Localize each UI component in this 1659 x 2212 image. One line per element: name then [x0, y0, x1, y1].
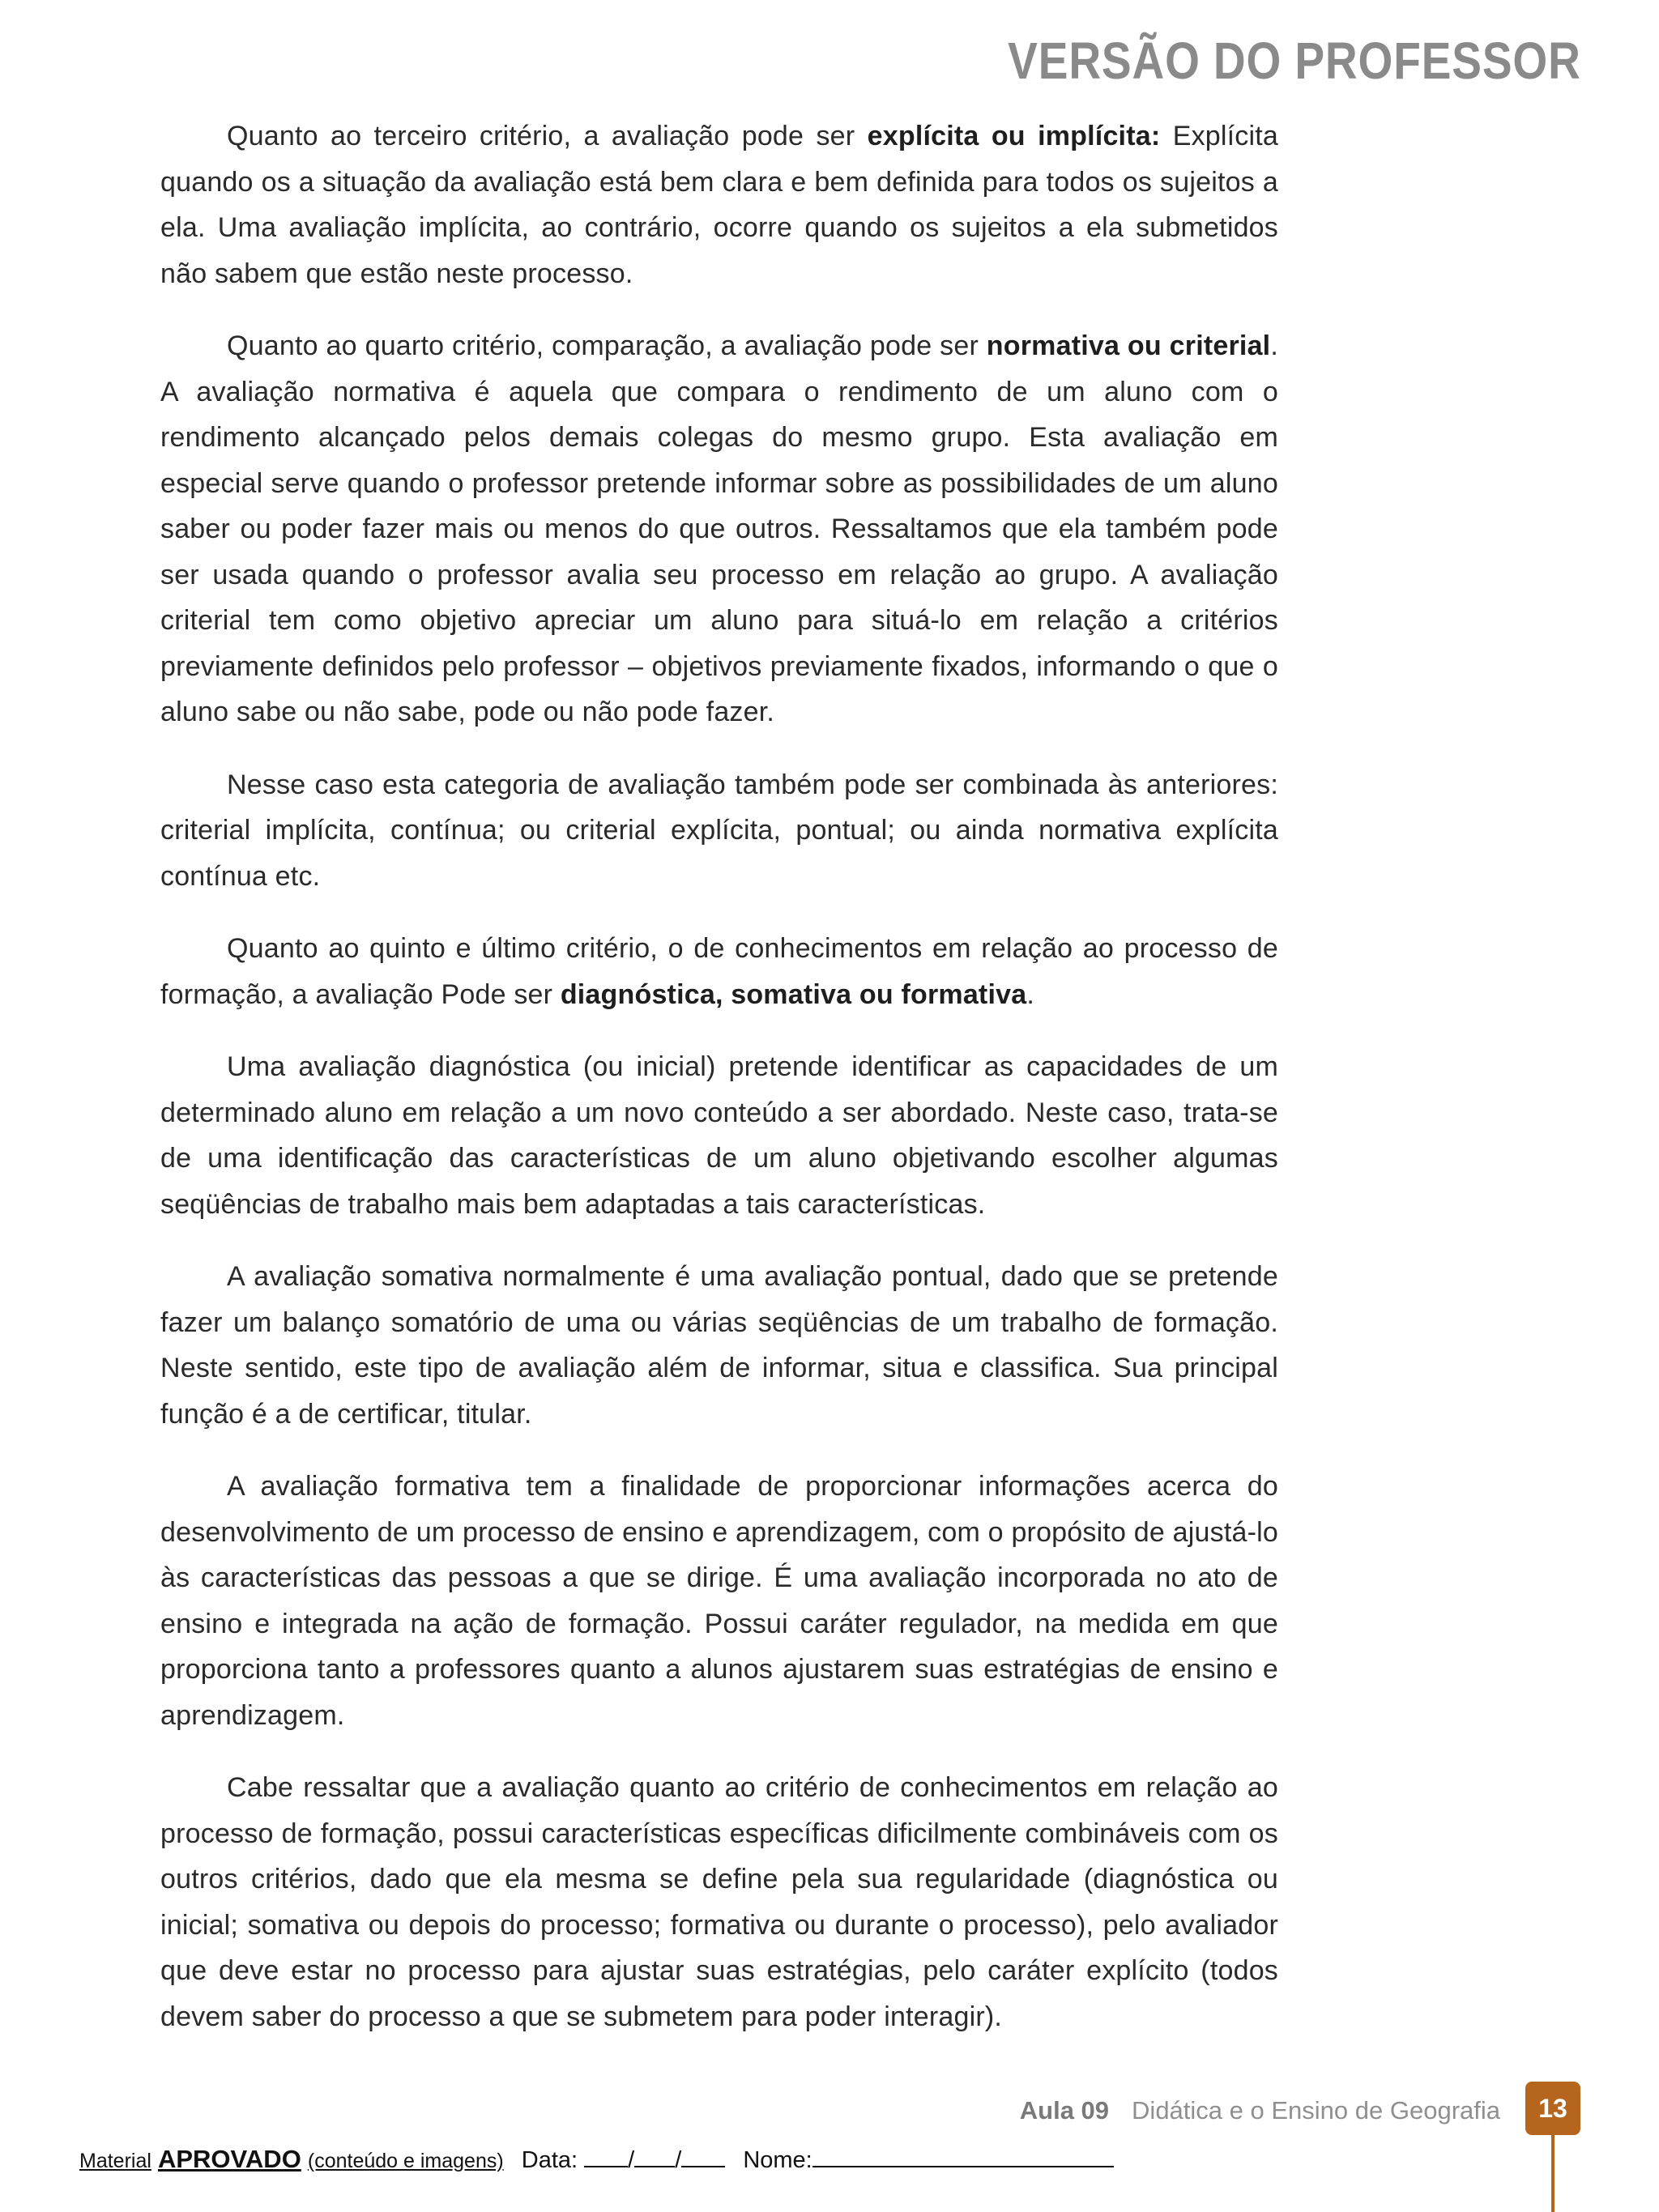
paragraph-text: Nesse caso esta categoria de avaliação também pode ser combinada às anteriores: criterial implícita, contínua; ou criterial explícita, pontual; ou ainda normativa explícita contínua etc.: [160, 769, 1278, 892]
paragraph-text: Quanto ao quinto e último critério, o de conhecimentos em relação ao processo de formação, a avaliação Pode ser: [160, 933, 1278, 1010]
bold-term: diagnóstica, somativa ou formativa: [560, 978, 1027, 1010]
paragraph-combinations: [160, 762, 1278, 900]
bold-term: explícita ou implícita:: [867, 121, 1161, 151]
paragraph-diagnostic: [160, 1044, 1278, 1227]
approval-stamp: Material APROVADO (conteúdo e imagens) Data: / / Nome:: [79, 2145, 1114, 2174]
header-title: VERSÃO DO PROFESSOR: [1008, 32, 1581, 90]
paragraph-conclusion: [160, 1765, 1278, 2039]
stamp-date-label: Data:: [521, 2147, 578, 2173]
paragraph-formative: [160, 1464, 1278, 1738]
paragraph-text: A avaliação formativa tem a finalidade de proporcionar informações acerca do desenvolvimento de um processo de ensino e aprendizagem, com o propósito de ajustá-lo às características das pessoas a que se dirige. É uma avaliação incorporada no ato de ensino e integrada na ação de formação. Possui caráter regulador, na medida em que proporciona tanto a professores quanto a alunos ajustarem suas estratégias de ensino e aprendizagem.: [160, 1471, 1278, 1731]
footer-lesson-info: [1020, 2096, 1500, 2125]
bold-term: normativa ou criterial: [986, 330, 1271, 361]
paragraph-text: A avaliação somativa normalmente é uma avaliação pontual, dado que se pretende fazer um balanço somatório de uma ou várias seqüências de um trabalho de formação. Neste sentido, este tipo de avaliação além de informar, situa e classifica. Sua principal função é a de certificar, titular.: [160, 1261, 1278, 1430]
stamp-material-label: Material: [79, 2150, 151, 2172]
main-text: [160, 113, 1278, 2066]
paragraph-text: . A avaliação normativa é aquela que compara o rendimento de um aluno com o rendimento alcançado pelos demais colegas do mesmo grupo. Esta avaliação em especial serve quando o professor pretende informar sobre as possibilidades de um aluno saber ou poder fazer mais ou menos do que outros. Ressaltamos que ela também pode ser usada quando o professor avalia seu processo em relação ao grupo. A avaliação criterial tem como objetivo apreciar um aluno para situá-lo em relação a critérios previamente definidos pelo professor – objetivos previamente fixados, informando o que o aluno sabe ou não sabe, pode ou não pode fazer.: [160, 330, 1278, 727]
date-day-field[interactable]: [584, 2146, 628, 2167]
page-number: 13: [1538, 2093, 1567, 2123]
date-month-field[interactable]: [634, 2146, 675, 2167]
page-number-rule: [1551, 2135, 1555, 2212]
paragraph-text: Explícita quando os a situação da avaliação está bem clara e bem definida para todos os sujeitos a ela. Uma avaliação implícita, ao contrário, ocorre quando os sujeitos a ela submetidos não sabem que estão neste processo.: [160, 121, 1278, 289]
paragraph-text: Cabe ressaltar que a avaliação quanto ao critério de conhecimentos em relação ao processo de formação, possui características específicas dificilmente combináveis com os outros critérios, dado que ela mesma se define pela sua regularidade (diagnóstica ou inicial; somativa ou depois do processo; formativa ou durante o processo), pelo avaliador que deve estar no processo para ajustar suas estratégias, pelo caráter explícito (todos devem saber do processo a que se submetem para poder interagir).: [160, 1772, 1278, 2032]
name-field[interactable]: [812, 2146, 1114, 2167]
date-year-field[interactable]: [681, 2146, 725, 2167]
footer-course-title: Didática e o Ensino de Geografia: [1132, 2096, 1500, 2125]
stamp-approved-label: APROVADO: [157, 2145, 301, 2173]
paragraph-text: .: [1026, 978, 1034, 1010]
paragraph-text: Uma avaliação diagnóstica (ou inicial) pretende identificar as capacidades de um determinado aluno em relação a um novo conteúdo a ser abordado. Neste caso, trata-se de uma identificação das características de um aluno objetivando escolher algumas seqüências de trabalho mais bem adaptadas a tais características.: [160, 1051, 1278, 1220]
page-number-badge: [1525, 2082, 1580, 2135]
footer-lesson-number: Aula 09: [1019, 2096, 1110, 2125]
stamp-name-label: Nome:: [743, 2147, 812, 2173]
paragraph-text: Quanto ao quarto critério, comparação, a avaliação pode ser: [227, 330, 987, 361]
paragraph-summative: [160, 1254, 1278, 1437]
paragraph-normative-criterial: [160, 323, 1278, 735]
paragraph-text: Quanto ao terceiro critério, a avaliação pode ser: [227, 121, 868, 151]
paragraph-fifth-criterion: [160, 926, 1278, 1017]
paragraph-explicit-implicit: [160, 113, 1278, 296]
stamp-scope-label: (conteúdo e imagens): [307, 2150, 504, 2172]
